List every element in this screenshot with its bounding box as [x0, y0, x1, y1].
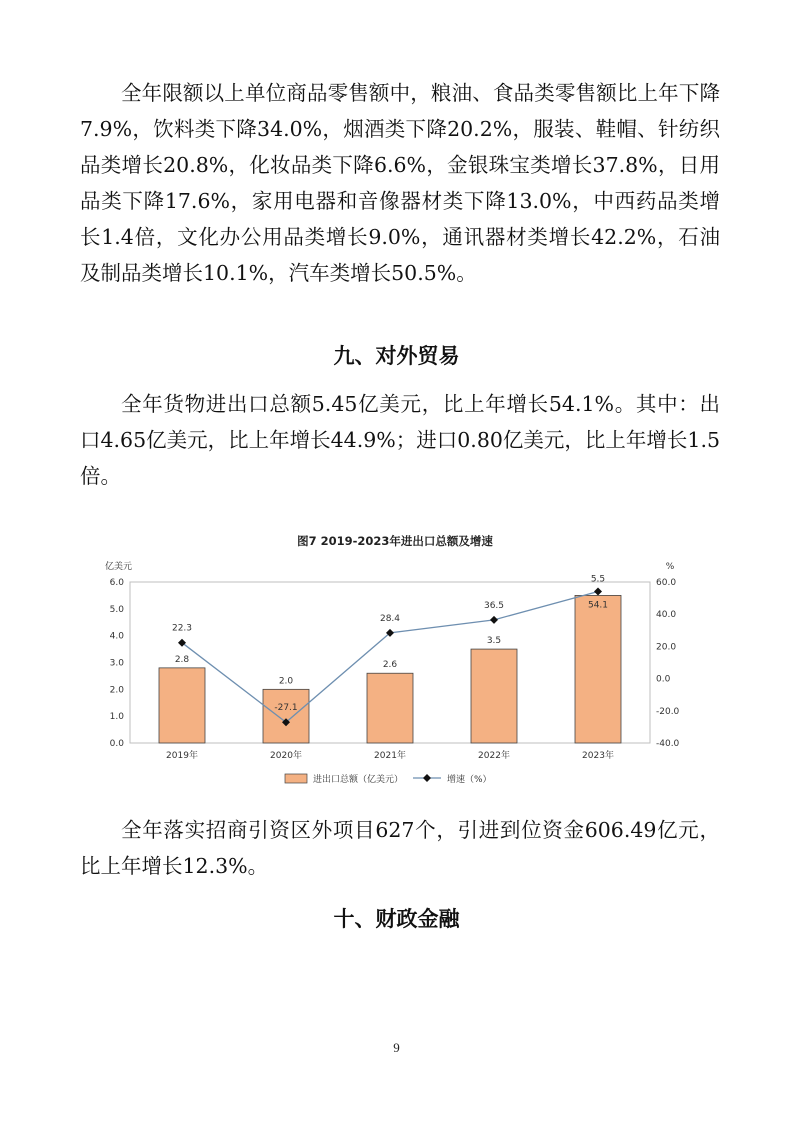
right-tick-label: 40.0: [656, 610, 677, 621]
trade-paragraph: 全年货物进出口总额5.45亿美元，比上年增长54.1%。其中：出口4.65亿美元，比上年增长44.9%；进口0.80亿美元，比上年增长1.5倍。: [80, 392, 721, 488]
right-tick-label: 20.0: [656, 642, 677, 653]
growth-value-label: -27.1: [274, 703, 298, 714]
left-tick-label: 1.0: [109, 712, 124, 723]
right-tick-label: -20.0: [656, 706, 680, 717]
x-tick-label: 2021年: [374, 751, 406, 761]
retail-paragraph: 全年限额以上单位商品零售额中，粮油、食品类零售额比上年下降7.9%，饮料类下降34.0%，烟酒类下降20.2%，服装、鞋帽、针纺织品类增长20.8%，化妆品类下降6.6%，金银珠宝类增长37.8%，日用品类下降17.6%，家用电器和音像器材类下降13.0%，中西药品类增长1.4倍，文化办公用品类增长9.0%，通讯器材类增长42.2%，石油及制品类增长10.1%，汽车类增长50.5%。: [80, 81, 720, 285]
trade-chart-svg: [95, 525, 695, 800]
left-tick-label: 4.0: [109, 631, 124, 642]
left-axis-label: 亿美元: [105, 562, 133, 572]
left-tick-label: 6.0: [109, 578, 124, 588]
growth-value-label: 28.4: [379, 613, 401, 624]
bar-2019年: [159, 668, 205, 743]
left-tick-label: 5.0: [109, 604, 124, 615]
legend-bar-label: 进出口总额（亿美元）: [313, 775, 404, 785]
section-heading-foreign-trade: 九、对外贸易: [333, 344, 460, 368]
page-number: 9: [393, 1040, 400, 1055]
trade-chart: [95, 525, 695, 800]
right-tick-label: 0.0: [656, 674, 671, 685]
growth-value-label: 54.1: [587, 600, 609, 611]
bar-2023年: [575, 595, 621, 743]
investment-paragraph: 全年落实招商引资区外项目627个，引进到位资金606.49亿元，比上年增长12.3%。: [80, 818, 720, 878]
growth-point: [490, 616, 498, 624]
bar-value-label: 3.5: [486, 636, 502, 647]
legend-bar-swatch: [285, 774, 307, 783]
growth-value-label: 22.3: [171, 623, 193, 634]
legend-line-marker: [423, 774, 431, 782]
left-tick-label: 0.0: [109, 739, 124, 749]
bar-2020年: [263, 689, 309, 743]
section-heading-finance: 十、财政金融: [333, 907, 460, 931]
x-tick-label: 2020年: [270, 751, 302, 761]
right-tick-label: 60.0: [656, 578, 677, 588]
left-tick-label: 3.0: [109, 658, 124, 669]
bar-value-label: 5.5: [590, 574, 606, 585]
bar-2022年: [471, 649, 517, 743]
x-tick-label: 2022年: [478, 751, 510, 761]
x-tick-label: 2019年: [166, 751, 198, 761]
growth-value-label: 36.5: [483, 600, 505, 611]
x-tick-label: 2023年: [582, 751, 614, 761]
bar-value-label: 2.8: [174, 654, 190, 665]
bar-value-label: 2.0: [278, 676, 294, 687]
right-tick-label: -40.0: [656, 739, 680, 749]
left-tick-label: 2.0: [109, 685, 124, 696]
legend-line-label: 增速（%）: [447, 775, 492, 785]
chart-title: 图7 2019-2023年进出口总额及增速: [297, 534, 493, 548]
bar-2021年: [367, 673, 413, 743]
growth-point: [594, 587, 602, 595]
bar-value-label: 2.6: [382, 660, 398, 671]
right-axis-label: %: [665, 562, 675, 572]
